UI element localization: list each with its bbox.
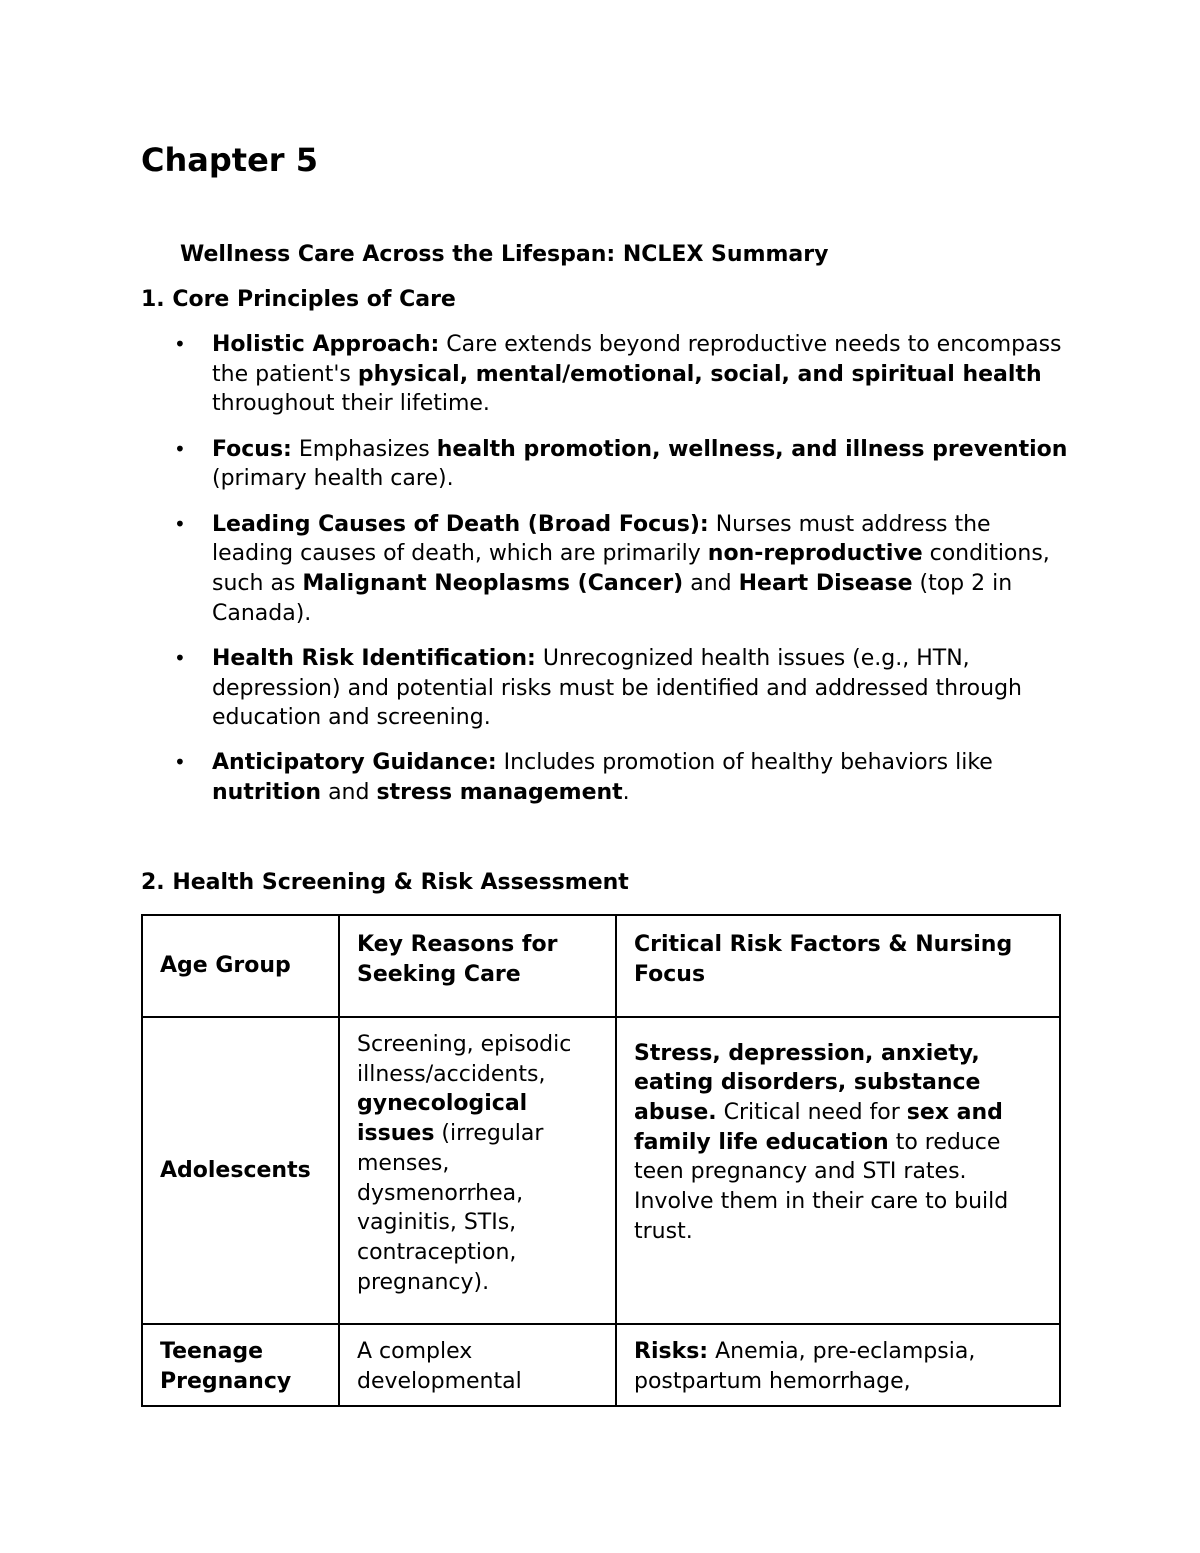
section-heading-core-principles: 1. Core Principles of Care [141,287,456,312]
core-principles-list [212,330,1072,823]
risk-factors-cell: Stress, depression, anxiety, eating disorders, substance abuse. Critical need for sex and family life education to reduce teen pregnancy and STI rates. Involve them in their care to build trust. [616,1017,1060,1324]
section-heading-health-screening: 2. Health Screening & Risk Assessment [141,870,629,895]
bullet-health-risk-identification: • Health Risk Identification: Unrecognized health issues (e.g., HTN, depression) and potential risks must be identified and addressed through education and screening. [212,644,1072,733]
table-row [142,1017,1060,1324]
table-header-cell: Key Reasons for Seeking Care [339,915,616,1017]
table-row [142,1324,1060,1406]
bullet-holistic-approach: • Holistic Approach: Care extends beyond reproductive needs to encompass the patient's physical, mental/emotional, social, and spiritual health throughout their lifetime. [212,330,1072,419]
bullet-leading-causes-of-death: • Leading Causes of Death (Broad Focus): Nurses must address the leading causes of death, which are primarily non-reproductive conditions, such as Malignant Neoplasms (Cancer) and Heart Disease (top 2 in Canada). [212,510,1072,629]
bullet-focus: • Focus: Emphasizes health promotion, wellness, and illness prevention (primary health care). [212,435,1072,494]
age-group-cell: Adolescents [142,1017,339,1324]
document-title: Wellness Care Across the Lifespan: NCLEX Summary [180,242,829,267]
age-group-cell: Teenage Pregnancy [142,1324,339,1406]
table-header-row [142,915,1060,1017]
reasons-cell: A complex developmental [339,1324,616,1406]
screening-table [141,914,1061,1407]
chapter-title: Chapter 5 [141,141,318,179]
bullet-anticipatory-guidance: • Anticipatory Guidance: Includes promotion of healthy behaviors like nutrition and stress management. [212,748,1072,807]
table-header-cell: Age Group [142,915,339,1017]
reasons-cell: Screening, episodic illness/accidents, gynecological issues (irregular menses, dysmenorrhea, vaginitis, STIs, contraception, pregnancy). [339,1017,616,1324]
table-header-cell: Critical Risk Factors & Nursing Focus [616,915,1060,1017]
risk-factors-cell: Risks: Anemia, pre-eclampsia, postpartum hemorrhage, [616,1324,1060,1406]
